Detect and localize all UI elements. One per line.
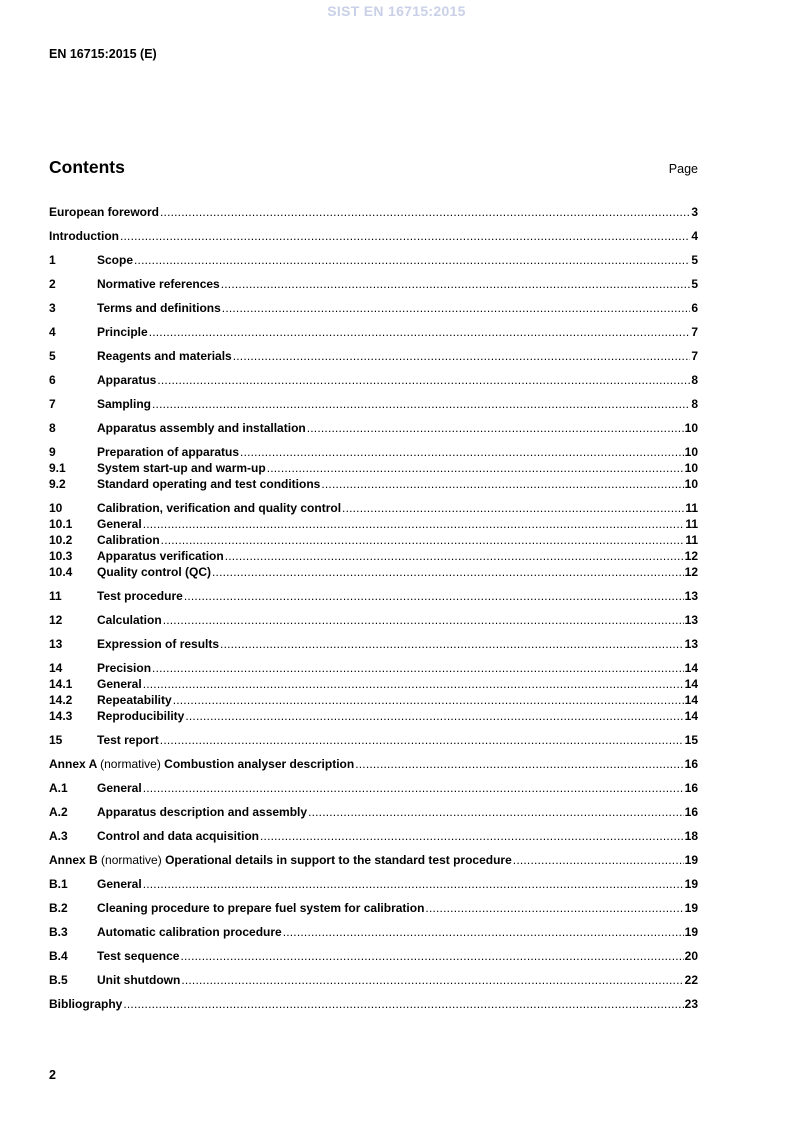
toc-entry-page: 11	[685, 517, 698, 531]
toc-entry-page: 10	[684, 421, 698, 435]
dot-leader	[308, 804, 684, 820]
dot-leader	[143, 676, 684, 692]
toc-entry[interactable]	[49, 804, 698, 820]
toc-entry-title: Cleaning procedure to prepare fuel system for calibration	[97, 901, 425, 915]
toc-entry-title: Test sequence	[97, 949, 180, 963]
dot-leader	[143, 780, 684, 796]
dot-leader	[143, 876, 684, 892]
dot-leader	[163, 612, 684, 628]
toc-entry-title: Preparation of apparatus	[97, 445, 240, 459]
toc-entry-number: 5	[49, 349, 56, 363]
toc-entry-number: B.5	[49, 973, 68, 987]
toc-entry[interactable]	[49, 948, 698, 964]
dot-leader	[425, 900, 683, 916]
toc-entry[interactable]	[49, 500, 698, 516]
dot-leader	[157, 372, 690, 388]
watermark: SIST EN 16715:2015	[327, 3, 466, 19]
toc-entry-title: Quality control (QC)	[97, 565, 211, 579]
toc-entry-title: General	[97, 877, 142, 891]
toc-entry-number: 13	[49, 637, 63, 651]
toc-entry[interactable]	[49, 444, 698, 460]
toc-entry-title: Bibliography	[49, 997, 123, 1011]
toc-entry-number: 11	[49, 589, 62, 603]
dot-leader	[134, 252, 690, 268]
toc-entry-title: Test report	[97, 733, 159, 747]
toc-entry-title: General	[97, 677, 142, 691]
dot-leader	[152, 396, 690, 412]
toc-entry[interactable]	[49, 516, 698, 532]
toc-entry-page: 10	[684, 445, 698, 459]
toc-entry-number: 14.2	[49, 693, 73, 707]
toc-entry[interactable]	[49, 228, 698, 244]
dot-leader	[222, 300, 691, 316]
dot-leader	[160, 732, 684, 748]
toc-entry-title: General	[97, 517, 142, 531]
toc-entry-number: 10.3	[49, 549, 73, 563]
annex-title: Operational details in support to the standard test procedure	[165, 853, 512, 867]
toc-entry[interactable]	[49, 972, 698, 988]
toc-entry[interactable]	[49, 324, 698, 340]
toc-entry[interactable]	[49, 204, 698, 220]
toc-entry-number: A.1	[49, 781, 68, 795]
toc-entry-page: 19	[684, 853, 698, 867]
toc-entry-number: 10.1	[49, 517, 73, 531]
dot-leader	[161, 532, 685, 548]
toc-entry-title: Introduction	[49, 229, 119, 243]
toc-entry[interactable]	[49, 636, 698, 652]
annex-title: Combustion analyser description	[164, 757, 355, 771]
toc-entry-page: 14	[684, 661, 698, 675]
toc-main-sections	[49, 204, 698, 748]
toc-entry-title: Apparatus description and assembly	[97, 805, 308, 819]
toc-entry-title: European foreword	[49, 205, 160, 219]
toc-entry[interactable]	[49, 660, 698, 676]
toc-entry-number: 1	[49, 253, 56, 267]
toc-entry-number: 10.4	[49, 565, 73, 579]
dot-leader	[152, 660, 684, 676]
toc-entry-title: Calibration	[97, 533, 160, 547]
document-id: EN 16715:2015 (E)	[49, 47, 157, 61]
dot-leader	[149, 324, 691, 340]
toc-entry-number: B.4	[49, 949, 68, 963]
toc-entry-page: 12	[684, 549, 698, 563]
toc-entry-title: Terms and definitions	[97, 301, 221, 315]
toc-entry[interactable]	[49, 732, 698, 748]
toc-entry-number: 14	[49, 661, 63, 675]
toc-entry-page: 14	[684, 693, 698, 707]
toc-entry-page: 22	[684, 973, 698, 987]
dot-leader	[225, 548, 684, 564]
toc-entry-page: 5	[691, 253, 698, 267]
toc-entry-number: 9	[49, 445, 56, 459]
toc-entry-number: 4	[49, 325, 56, 339]
toc-entry-page: 7	[691, 325, 698, 339]
toc-entry-page: 16	[684, 757, 698, 771]
toc-entry-page: 11	[685, 501, 698, 515]
toc-entry-number: 10	[49, 501, 63, 515]
toc-entry-title: Apparatus assembly and installation	[97, 421, 306, 435]
toc-entry-number: 2	[49, 277, 56, 291]
dot-leader	[260, 828, 684, 844]
annex-label: Annex A	[49, 757, 97, 771]
toc-entry-number: 7	[49, 397, 56, 411]
toc-entry-page: 6	[691, 301, 698, 315]
dot-leader	[220, 636, 684, 652]
toc-entry-page: 8	[691, 373, 698, 387]
toc-entry-number: 9.2	[49, 477, 66, 491]
toc-entry-title: Normative references	[97, 277, 220, 291]
toc-entry[interactable]	[49, 396, 698, 412]
toc-entry[interactable]	[49, 532, 698, 548]
toc-entry-number: 14.1	[49, 677, 73, 691]
toc-entry[interactable]	[49, 420, 698, 436]
toc-entry[interactable]	[49, 900, 698, 916]
toc-annex-b-items	[49, 876, 698, 988]
toc-entry-number: B.3	[49, 925, 68, 939]
toc-entry-number: 14.3	[49, 709, 73, 723]
toc-entry[interactable]	[49, 276, 698, 292]
toc-entry-number: 3	[49, 301, 56, 315]
table-of-contents	[49, 204, 698, 1012]
toc-entry-title: Precision	[97, 661, 152, 675]
dot-leader	[342, 500, 684, 516]
toc-entry-page: 20	[684, 949, 698, 963]
dot-leader	[160, 204, 690, 220]
toc-entry-title: Calculation	[97, 613, 162, 627]
toc-entry-page: 4	[691, 229, 698, 243]
dot-leader	[123, 996, 683, 1012]
toc-entry[interactable]	[49, 612, 698, 628]
toc-entry-number: A.3	[49, 829, 68, 843]
dot-leader	[212, 564, 684, 580]
dot-leader	[173, 692, 684, 708]
annex-kind: (normative)	[100, 757, 161, 771]
dot-leader	[221, 276, 691, 292]
toc-entry[interactable]	[49, 588, 698, 604]
toc-entry-title: Repeatability	[97, 693, 172, 707]
toc-entry[interactable]	[49, 708, 698, 724]
toc-entry-page: 16	[684, 781, 698, 795]
toc-entry-bibliography[interactable]	[49, 996, 698, 1012]
toc-entry-number: 10.2	[49, 533, 73, 547]
toc-entry-title: Reagents and materials	[97, 349, 232, 363]
dot-leader	[283, 924, 684, 940]
toc-entry-title: Expression of results	[97, 637, 220, 651]
toc-entry[interactable]	[49, 780, 698, 796]
annex-kind: (normative)	[101, 853, 162, 867]
toc-entry-page: 13	[684, 637, 698, 651]
toc-entry[interactable]	[49, 300, 698, 316]
toc-entry-page: 3	[691, 205, 698, 219]
toc-entry-page: 18	[684, 829, 698, 843]
page-column-label: Page	[668, 162, 698, 176]
toc-entry-number: A.2	[49, 805, 68, 819]
dot-leader	[180, 948, 683, 964]
dot-leader	[181, 972, 683, 988]
dot-leader	[513, 852, 684, 868]
toc-entry[interactable]	[49, 828, 698, 844]
toc-entry-title	[49, 756, 354, 772]
toc-entry[interactable]	[49, 548, 698, 564]
toc-entry-number: 8	[49, 421, 56, 435]
toc-entry[interactable]	[49, 876, 698, 892]
toc-entry-page: 8	[691, 397, 698, 411]
toc-entry[interactable]	[49, 252, 698, 268]
toc-entry-page: 11	[685, 533, 698, 547]
toc-entry-title: Apparatus verification	[97, 549, 224, 563]
toc-entry-title	[49, 852, 512, 868]
toc-entry[interactable]	[49, 924, 698, 940]
toc-entry-title: General	[97, 781, 142, 795]
toc-entry-page: 13	[684, 613, 698, 627]
toc-entry-title: Reproducibility	[97, 709, 185, 723]
dot-leader	[267, 460, 684, 476]
dot-leader	[143, 516, 685, 532]
dot-leader	[307, 420, 684, 436]
toc-entry-title: Standard operating and test conditions	[97, 477, 321, 491]
toc-entry-title: Automatic calibration procedure	[97, 925, 282, 939]
toc-entry[interactable]	[49, 692, 698, 708]
dot-leader	[355, 756, 683, 772]
toc-entry-title: Test procedure	[97, 589, 183, 603]
dot-leader	[185, 708, 683, 724]
toc-entry[interactable]	[49, 564, 698, 580]
toc-entry[interactable]	[49, 460, 698, 476]
dot-leader	[184, 588, 684, 604]
toc-entry-page: 7	[691, 349, 698, 363]
toc-entry-page: 10	[684, 461, 698, 475]
toc-entry[interactable]	[49, 348, 698, 364]
toc-entry-title: Principle	[97, 325, 148, 339]
toc-entry-page: 12	[684, 565, 698, 579]
toc-entry-number: B.1	[49, 877, 68, 891]
toc-entry-title: Apparatus	[97, 373, 157, 387]
toc-entry-number: 9.1	[49, 461, 66, 475]
toc-entry-title: Unit shutdown	[97, 973, 181, 987]
toc-entry-page: 16	[684, 805, 698, 819]
toc-entry-page: 19	[684, 925, 698, 939]
toc-entry-page: 13	[684, 589, 698, 603]
contents-title: Contents	[49, 157, 125, 177]
toc-entry-title: Control and data acquisition	[97, 829, 260, 843]
toc-entry-number: B.2	[49, 901, 68, 915]
toc-entry-page: 10	[684, 477, 698, 491]
toc-entry[interactable]	[49, 476, 698, 492]
toc-annex-a-items	[49, 780, 698, 844]
toc-entry-page: 14	[684, 709, 698, 723]
toc-entry-page: 23	[684, 997, 698, 1011]
dot-leader	[120, 228, 690, 244]
toc-entry-title: System start-up and warm-up	[97, 461, 266, 475]
toc-entry-number: 12	[49, 613, 63, 627]
toc-entry-page: 19	[684, 877, 698, 891]
toc-entry-page: 5	[691, 277, 698, 291]
annex-label: Annex B	[49, 853, 98, 867]
toc-entry-title: Calibration, verification and quality control	[97, 501, 342, 515]
toc-entry-annex-a[interactable]	[49, 756, 698, 772]
dot-leader	[240, 444, 684, 460]
toc-entry-page: 14	[684, 677, 698, 691]
toc-entry-page: 19	[684, 901, 698, 915]
toc-entry[interactable]	[49, 676, 698, 692]
toc-entry[interactable]	[49, 372, 698, 388]
toc-entry-page: 15	[684, 733, 698, 747]
toc-entry-number: 15	[49, 733, 63, 747]
page-number: 2	[49, 1068, 56, 1082]
toc-entry-title: Sampling	[97, 397, 152, 411]
dot-leader	[321, 476, 683, 492]
toc-entry-annex-b[interactable]	[49, 852, 698, 868]
dot-leader	[233, 348, 691, 364]
toc-entry-number: 6	[49, 373, 56, 387]
toc-entry-title: Scope	[97, 253, 134, 267]
